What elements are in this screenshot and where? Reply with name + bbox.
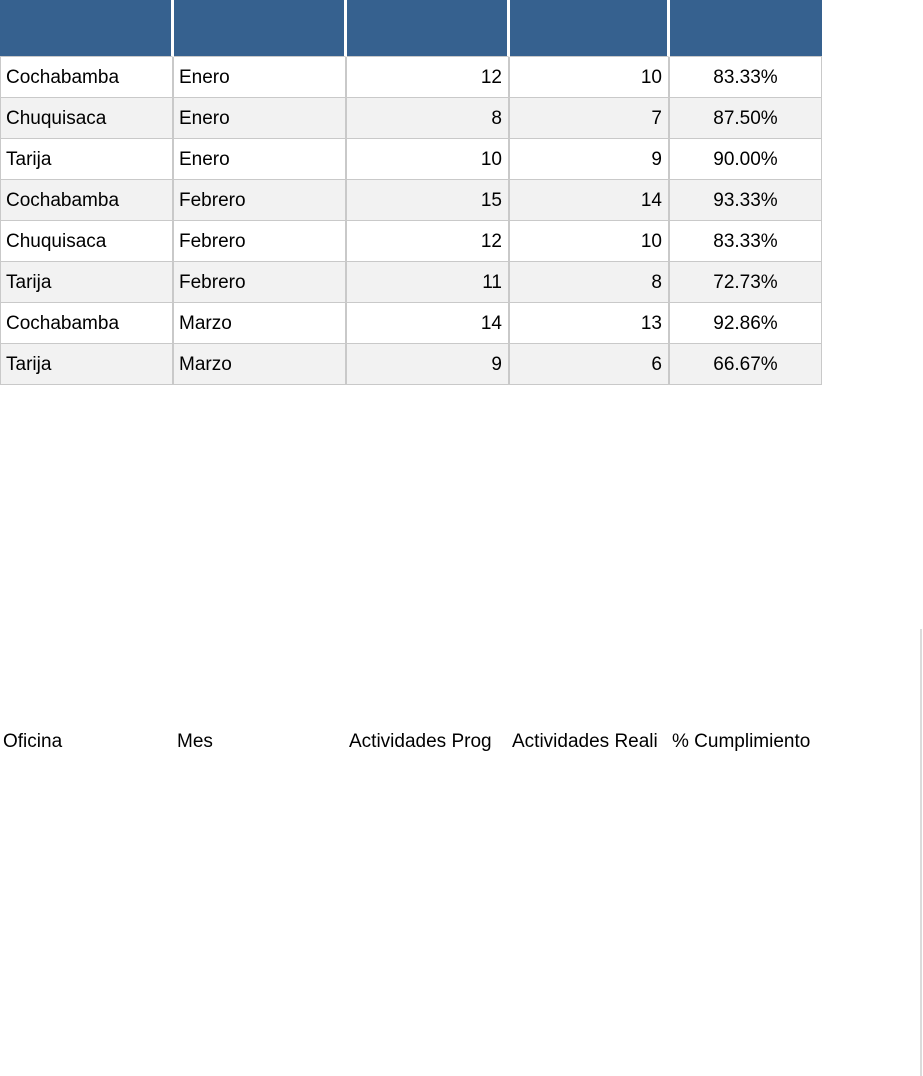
- cell-actividades-reali: 7: [510, 98, 670, 139]
- label-cumplimiento: % Cumplimiento: [672, 731, 811, 752]
- cell-mes: Febrero: [174, 221, 347, 262]
- cell-cumplimiento: 83.33%: [670, 221, 822, 262]
- header-cell-cumplimiento: [670, 0, 822, 57]
- cell-mes: Marzo: [174, 303, 347, 344]
- cell-mes: Marzo: [174, 344, 347, 385]
- cell-cumplimiento: 90.00%: [670, 139, 822, 180]
- cell-oficina: Cochabamba: [0, 180, 174, 221]
- label-oficina: Oficina: [3, 731, 63, 752]
- activities-table: [0, 0, 822, 385]
- cell-actividades-reali: 14: [510, 180, 670, 221]
- header-cell-oficina: [0, 0, 174, 57]
- cell-cumplimiento: 93.33%: [670, 180, 822, 221]
- cell-cumplimiento: 72.73%: [670, 262, 822, 303]
- cell-oficina: Cochabamba: [0, 303, 174, 344]
- cell-actividades-reali: 9: [510, 139, 670, 180]
- cell-oficina: Tarija: [0, 139, 174, 180]
- cell-actividades-prog: 15: [347, 180, 510, 221]
- cell-actividades-prog: 10: [347, 139, 510, 180]
- cell-actividades-prog: 8: [347, 98, 510, 139]
- cell-cumplimiento: 87.50%: [670, 98, 822, 139]
- cell-oficina: Tarija: [0, 262, 174, 303]
- cell-oficina: Tarija: [0, 344, 174, 385]
- header-cell-mes: [174, 0, 347, 57]
- cell-actividades-prog: 9: [347, 344, 510, 385]
- label-actividades-reali: Actividades Reali: [512, 731, 658, 752]
- cell-actividades-reali: 6: [510, 344, 670, 385]
- cell-mes: Enero: [174, 98, 347, 139]
- page-edge-line: [920, 629, 922, 1076]
- cell-actividades-reali: 10: [510, 221, 670, 262]
- cell-actividades-prog: 12: [347, 221, 510, 262]
- cell-actividades-reali: 10: [510, 57, 670, 98]
- cell-actividades-prog: 12: [347, 57, 510, 98]
- cell-actividades-reali: 8: [510, 262, 670, 303]
- cell-cumplimiento: 92.86%: [670, 303, 822, 344]
- cell-oficina: Chuquisaca: [0, 221, 174, 262]
- cell-mes: Enero: [174, 139, 347, 180]
- cell-actividades-reali: 13: [510, 303, 670, 344]
- label-actividades-prog: Actividades Prog: [349, 731, 492, 752]
- cell-actividades-prog: 11: [347, 262, 510, 303]
- cell-oficina: Chuquisaca: [0, 98, 174, 139]
- cell-cumplimiento: 66.67%: [670, 344, 822, 385]
- cell-mes: Febrero: [174, 262, 347, 303]
- header-cell-actividades-prog: [347, 0, 510, 57]
- header-cell-actividades-reali: [510, 0, 670, 57]
- cell-oficina: Cochabamba: [0, 57, 174, 98]
- cell-mes: Enero: [174, 57, 347, 98]
- label-mes: Mes: [177, 731, 213, 752]
- cell-actividades-prog: 14: [347, 303, 510, 344]
- cell-cumplimiento: 83.33%: [670, 57, 822, 98]
- cell-mes: Febrero: [174, 180, 347, 221]
